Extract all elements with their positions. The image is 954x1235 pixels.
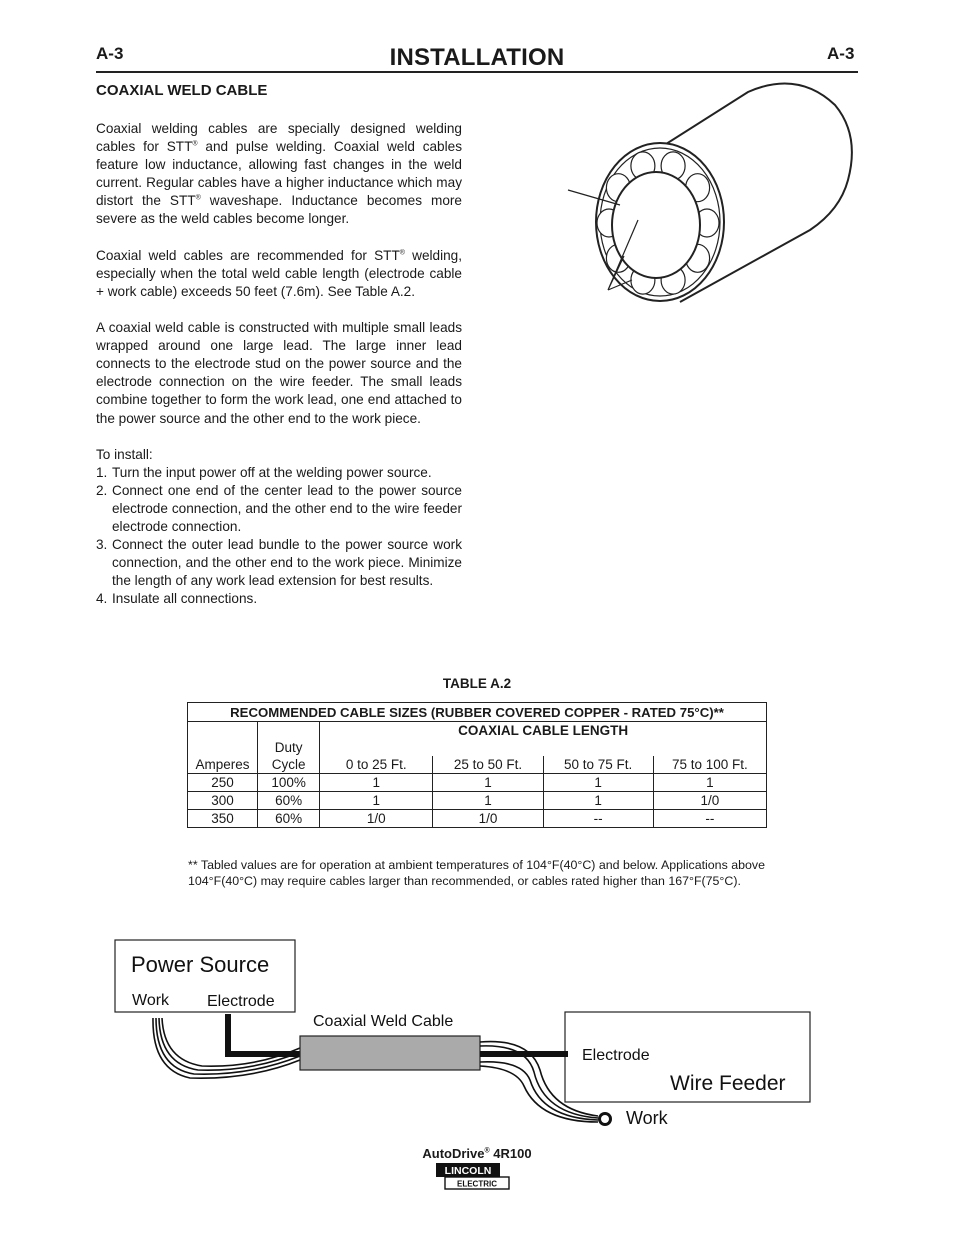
col-header-length: 25 to 50 Ft. bbox=[433, 756, 543, 774]
col-header-length: 50 to 75 Ft. bbox=[543, 756, 653, 774]
lincoln-electric-logo bbox=[435, 1162, 511, 1191]
install-steps bbox=[96, 464, 462, 609]
power-source-electrode-label: Electrode bbox=[207, 993, 275, 1010]
table-cell: 300 bbox=[188, 792, 258, 810]
paragraph-recommendation: Coaxial weld cables are recommended for STT® welding, especially when the total weld cable length (electrode cable + work cable) exceeds 50 feet (7.6m). See Table A.2. bbox=[96, 247, 462, 299]
table-footnote: ** Tabled values are for operation at ambient temperatures of 104°F(40°C) and below. Applications above 104°F(40°C) may require cables larger than recommended, or cables rated higher than 167°F(75°C). bbox=[188, 858, 765, 888]
table-caption: TABLE A.2 bbox=[442, 676, 512, 691]
install-step: 3. Connect the outer lead bundle to the power source work connection, and the other end to the work piece. Minimize the length of any work lead extension for best results. bbox=[96, 537, 462, 589]
paragraph-intro: Coaxial welding cables are specially designed welding cables for STT® and pulse welding. Coaxial weld cables feature low inductance, allowing fast changes in the weld current. Regular cables have a higher inductance which may distort the STT® waveshape. Inductance becomes more severe as the weld cables become longer. bbox=[96, 121, 462, 227]
table-cell: 1 bbox=[543, 792, 653, 810]
footer-model: AutoDrive® 4R100 bbox=[422, 1146, 532, 1161]
table-row bbox=[188, 810, 767, 828]
table-cell: 60% bbox=[258, 792, 320, 810]
electrode-lead-source bbox=[228, 1014, 300, 1054]
page-title: INSTALLATION bbox=[389, 44, 565, 71]
table-cell: 1 bbox=[320, 792, 433, 810]
install-step: 1. Turn the input power off at the welding power source. bbox=[96, 464, 432, 480]
cable-size-table bbox=[187, 702, 767, 828]
paragraph-construction: A coaxial weld cable is constructed with multiple small leads wrapped around one large lead. The large inner lead connects to the electrode stud on the power source and the electrode connection on the wire feeder. The small leads combine together to form the work lead, one end attached to the power source and the other end to the work piece. bbox=[96, 320, 462, 426]
coaxial-cable-body bbox=[300, 1036, 480, 1070]
table-cell: 60% bbox=[258, 810, 320, 828]
table-cell: 100% bbox=[258, 774, 320, 792]
page-code-right: A-3 bbox=[827, 44, 855, 63]
work-clamp-hole bbox=[601, 1115, 609, 1123]
table-cell: -- bbox=[653, 810, 766, 828]
coaxial-cable-label: Coaxial Weld Cable bbox=[313, 1013, 454, 1030]
table-title-row bbox=[188, 703, 767, 722]
group-header-length: COAXIAL CABLE LENGTH bbox=[320, 722, 767, 757]
power-source-label: Power Source bbox=[131, 952, 270, 977]
table-cell: 250 bbox=[188, 774, 258, 792]
table-cell: 1/0 bbox=[320, 810, 433, 828]
wire-feeder-label: Wire Feeder bbox=[670, 1072, 786, 1095]
install-intro: To install: bbox=[96, 446, 153, 462]
table-cell: 1/0 bbox=[653, 792, 766, 810]
table-cell: 1/0 bbox=[433, 810, 543, 828]
table-cell: 1 bbox=[433, 792, 543, 810]
table-row bbox=[188, 792, 767, 810]
wire-feeder-electrode-label: Electrode bbox=[582, 1047, 650, 1064]
col-header-duty-cycle: Duty Cycle bbox=[258, 722, 320, 774]
section-title: COAXIAL WELD CABLE bbox=[96, 82, 268, 99]
work-clamp-label: Work bbox=[626, 1108, 668, 1128]
col-header-amperes: Amperes bbox=[188, 722, 258, 774]
col-header-length: 75 to 100 Ft. bbox=[653, 756, 766, 774]
connection-diagram bbox=[110, 930, 820, 1135]
table-cell: 1 bbox=[543, 774, 653, 792]
col-header-length: 0 to 25 Ft. bbox=[320, 756, 433, 774]
page-code-left: A-3 bbox=[96, 44, 124, 63]
table-header-row bbox=[188, 722, 767, 757]
table-cell: -- bbox=[543, 810, 653, 828]
table-row bbox=[188, 774, 767, 792]
body-text bbox=[96, 120, 462, 609]
table-title: RECOMMENDED CABLE SIZES (RUBBER COVERED COPPER - RATED 75°C)** bbox=[188, 703, 767, 722]
header-rule bbox=[96, 71, 858, 73]
svg-text:ELECTRIC: ELECTRIC bbox=[457, 1179, 497, 1189]
install-step: 4. Insulate all connections. bbox=[96, 591, 258, 607]
table-cell: 350 bbox=[188, 810, 258, 828]
coaxial-cable-cross-section bbox=[560, 80, 860, 305]
table-cell: 1 bbox=[320, 774, 433, 792]
svg-text:LINCOLN: LINCOLN bbox=[444, 1165, 492, 1177]
table-cell: 1 bbox=[653, 774, 766, 792]
table-cell: 1 bbox=[433, 774, 543, 792]
install-step: 2. Connect one end of the center lead to the power source electrode connection, and the other end to the wire feeder electrode connection. bbox=[96, 482, 462, 535]
power-source-work-label: Work bbox=[132, 992, 170, 1009]
